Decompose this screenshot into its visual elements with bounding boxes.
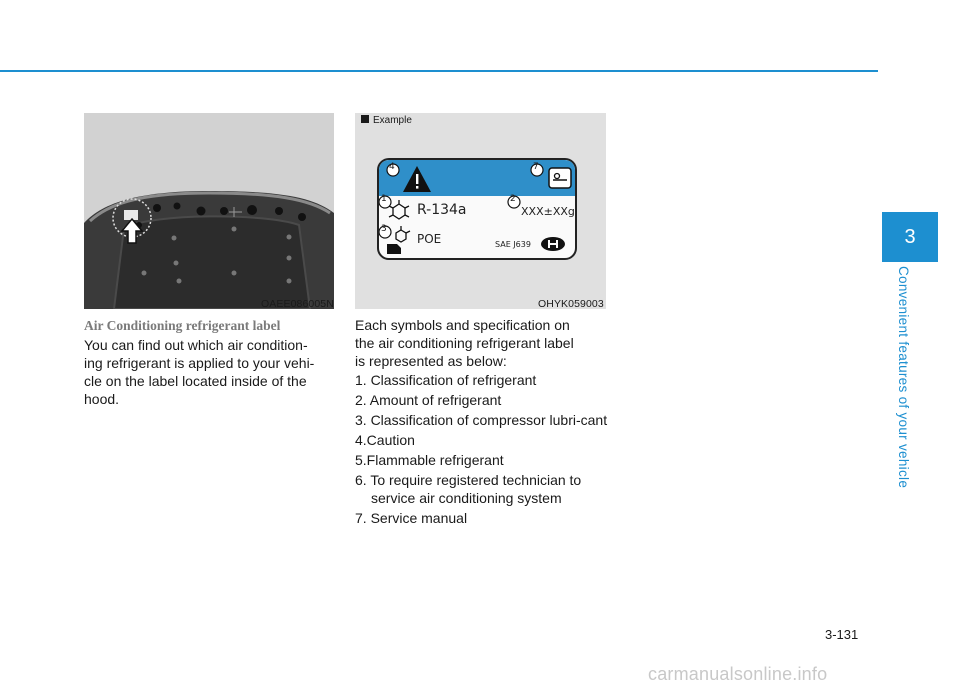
right-figure-code: OHYK059003: [538, 298, 604, 310]
list-item: 3. Classification of compressor lubri-cant: [355, 412, 608, 428]
header-rule: [0, 70, 878, 72]
hood-illustration: [84, 113, 334, 309]
square-bullet-icon: [361, 115, 369, 123]
section-title: Air Conditioning refrigerant label: [84, 318, 281, 333]
list-item: 6. To require registered technician to service air conditioning system: [355, 472, 582, 506]
oil-can-icon: [387, 244, 401, 254]
refrigerant-amount: XXX±XXg: [521, 205, 575, 218]
hood-drawing: [84, 113, 334, 309]
chapter-tab: 3: [882, 212, 938, 262]
service-manual-icon: [549, 168, 571, 188]
refrigerant-label-figure: [355, 113, 606, 309]
page-number: 3-131: [825, 627, 859, 642]
intro-paragraph: You can find out which air condition- ing refrigerant is applied to your vehi- cle on the label located inside of the hood.: [84, 337, 315, 407]
example-tag: Example: [361, 115, 412, 126]
watermark: carmanualsonline.info: [648, 664, 828, 684]
lubricant-symbol-icon: [396, 226, 410, 242]
standard-code: SAE J639: [495, 240, 531, 249]
symbol-list: [355, 371, 615, 529]
chapter-title: Convenient features of your vehicle: [896, 266, 911, 489]
refrigerant-label: 4 7 1 2 3 R-134a XXX±XXg POE SAE J639: [377, 158, 577, 260]
list-item: 7. Service manual: [355, 510, 468, 526]
list-item: 4.Caution: [355, 432, 415, 448]
refrigerant-type: R-134a: [417, 202, 467, 218]
left-figure-code: OAEE086005N: [261, 298, 334, 310]
caution-icon: [403, 166, 431, 192]
refrigerant-symbol-icon: [389, 200, 409, 219]
list-item: 1. Classification of refrigerant: [355, 372, 537, 388]
hyundai-logo: [541, 237, 565, 251]
list-item: 5.Flammable refrigerant: [355, 452, 504, 468]
description-paragraph: Each symbols and specification on the air conditioning refrigerant label is represented as below:: [355, 317, 574, 369]
lubricant-type: POE: [417, 232, 442, 246]
list-item: 2. Amount of refrigerant: [355, 392, 502, 408]
